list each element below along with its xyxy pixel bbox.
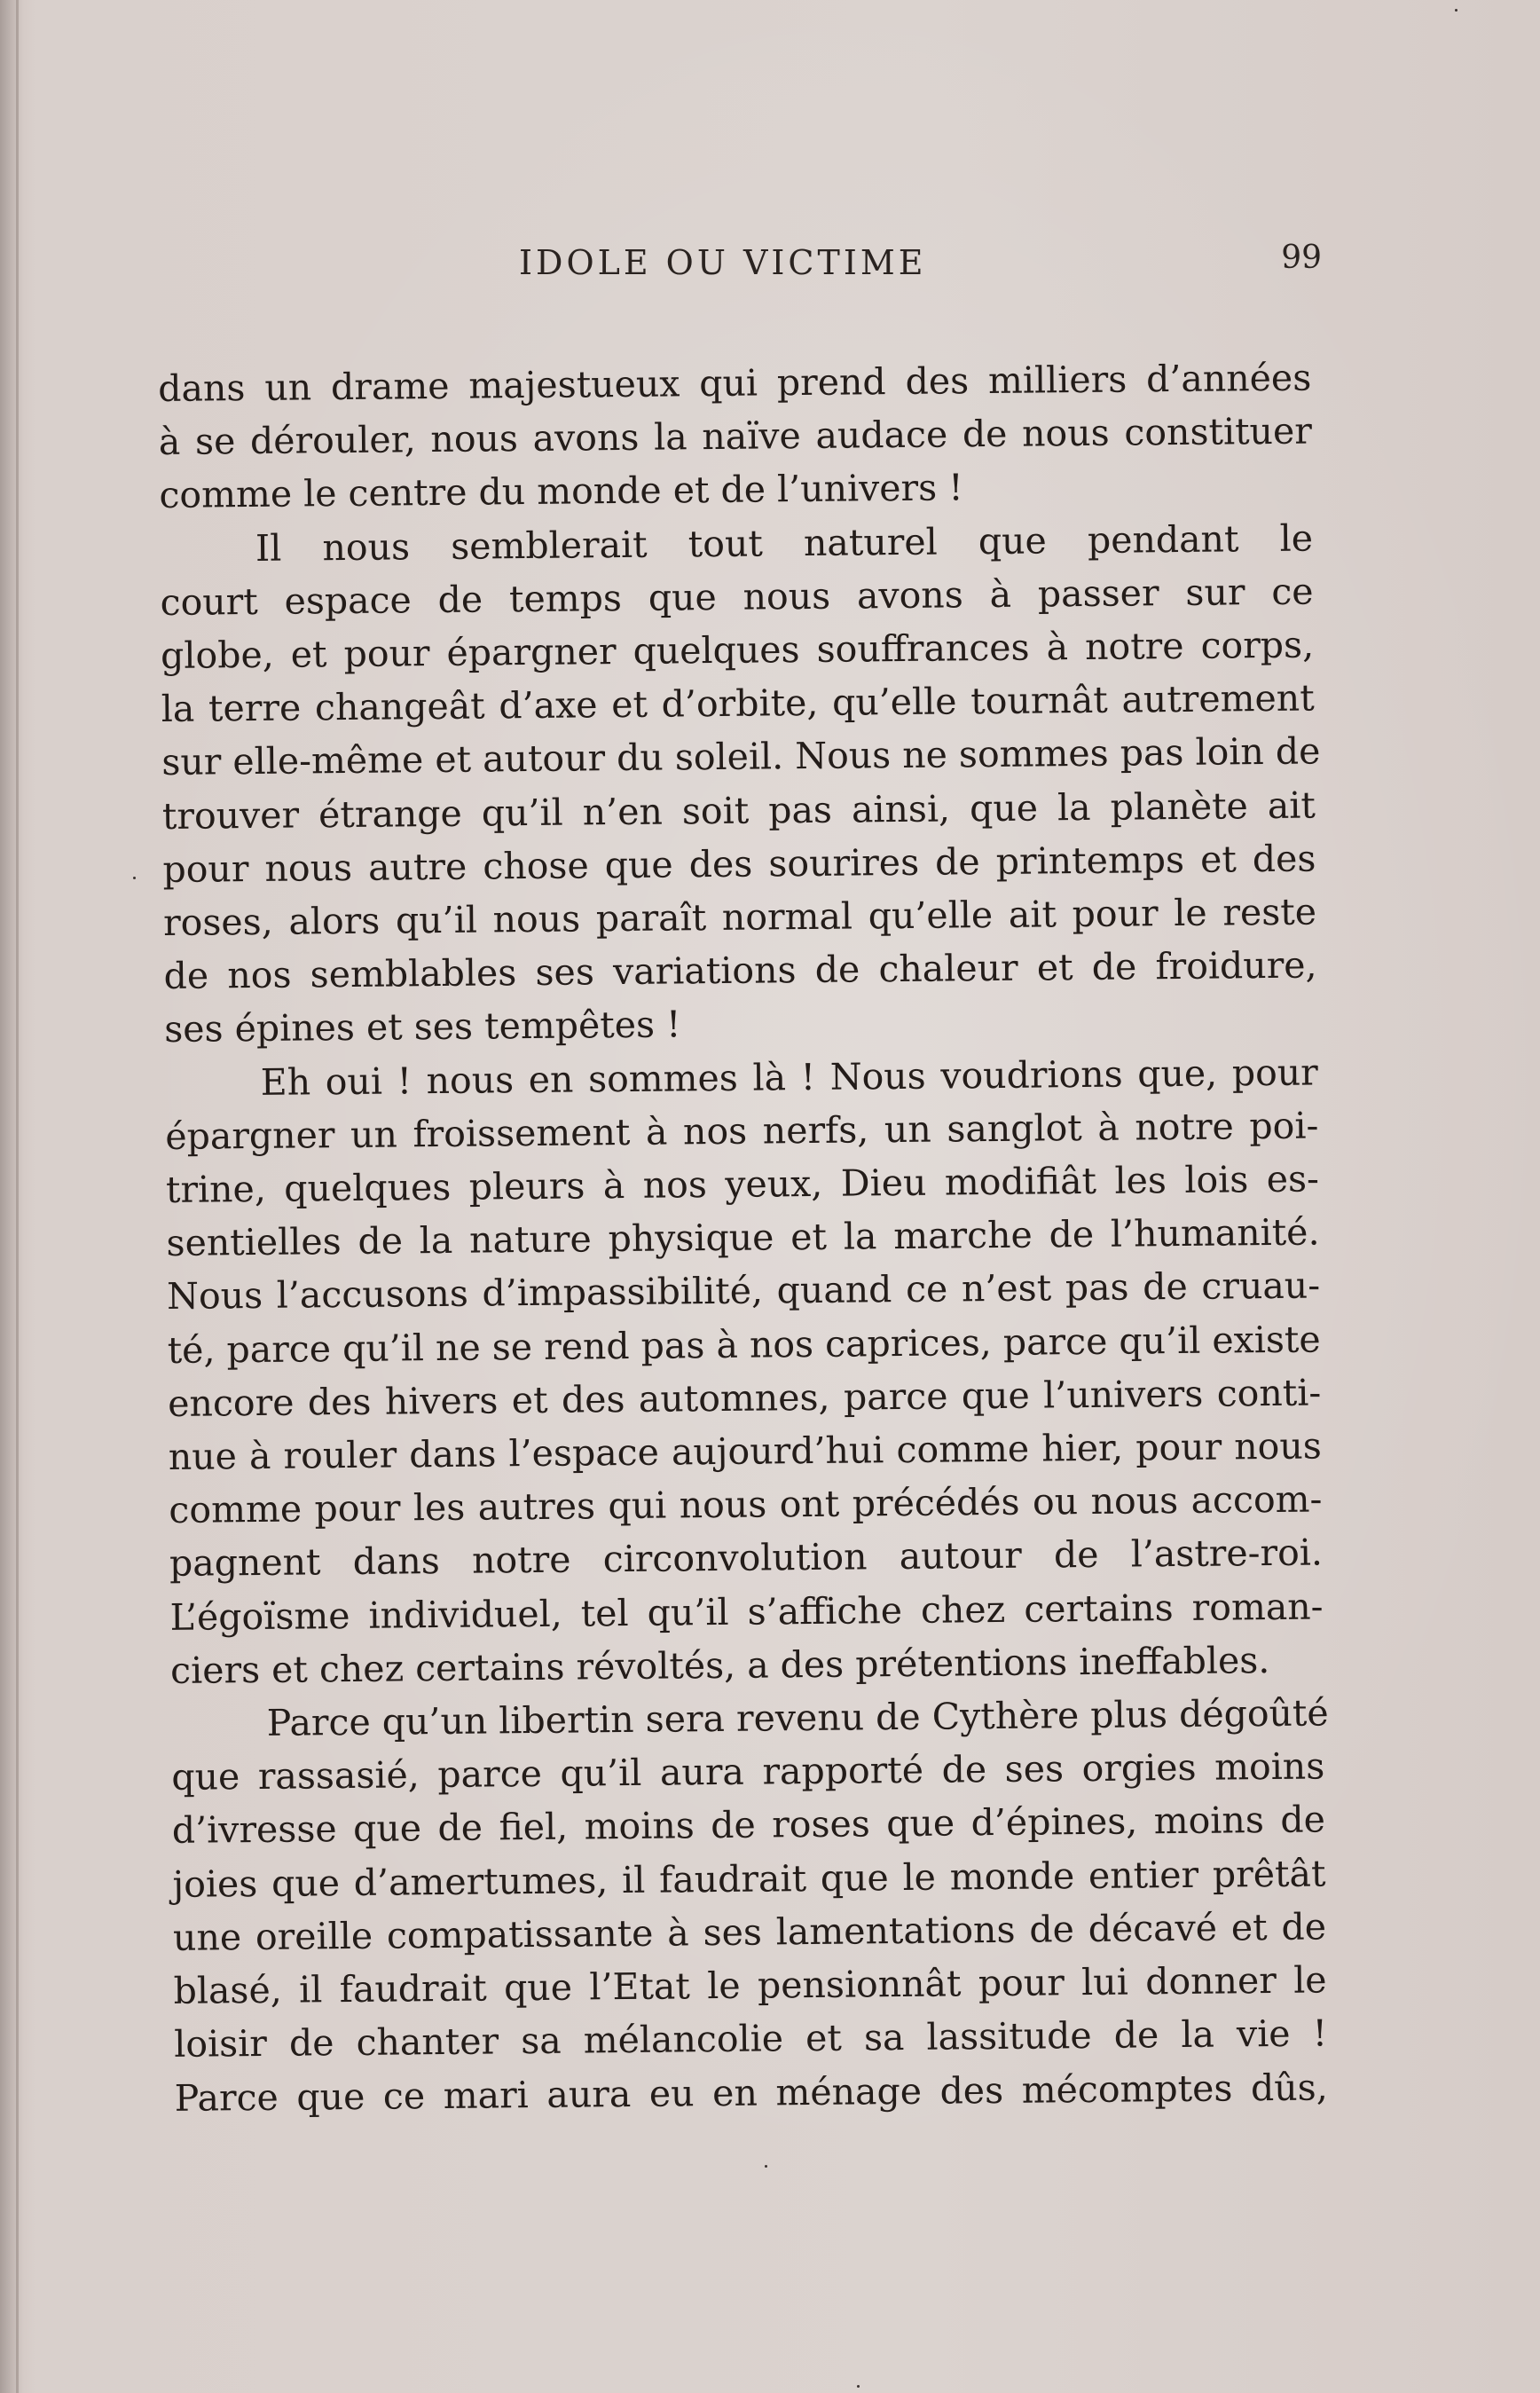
- ink-speck: [133, 877, 136, 879]
- text-line: L’égoïsme individuel, tel qu’il s’affiche chez certains roman-: [169, 1585, 1324, 1639]
- ink-speck: [857, 2385, 860, 2388]
- page-number: 99: [1281, 240, 1322, 276]
- page-gutter: [16, 0, 19, 2393]
- text-line: Eh oui ! nous en sommes là ! Nous voudrions que, pour: [260, 1051, 1318, 1104]
- text-line: ciers et chez certains révoltés, a des prétentions ineffables.: [169, 1638, 1270, 1692]
- text-line: nue à rouler dans l’espace aujourd’hui comme hier, pour nous: [168, 1424, 1323, 1479]
- text-line: ses épines et ses tempêtes !: [163, 1003, 681, 1051]
- text-line: roses, alors qu’il nous paraît normal qu’elle ait pour le reste: [162, 890, 1317, 945]
- text-line: té, parce qu’il ne se rend pas à nos caprices, parce qu’il existe: [167, 1318, 1321, 1372]
- text-line: épargner un froissement à nos nerfs, un sanglot à notre poi-: [165, 1104, 1319, 1158]
- text-line: Nous l’accusons d’impassibilité, quand ce n’est pas de cruau-: [166, 1263, 1321, 1319]
- running-title: IDOLE OU VICTIME: [519, 243, 927, 282]
- text-line: trine, quelques pleurs à nos yeux, Dieu modifiât les lois es-: [165, 1157, 1320, 1212]
- ink-speck: [765, 2165, 767, 2168]
- text-line: pour nous autre chose que des sourires de printemps et des: [162, 837, 1316, 891]
- text-line: pagnent dans notre circonvolution autour de l’astre-roi.: [169, 1531, 1324, 1586]
- text-line: que rassasié, parce qu’il aura rapporté de ses orgies moins: [171, 1744, 1325, 1799]
- text-line: une oreille compatissante à ses lamentations de décavé et de: [172, 1905, 1327, 1959]
- text-line: dans un drame majestueux qui prend des milliers d’années: [158, 356, 1312, 410]
- text-line: à se dérouler, nous avons la naïve audace de nous constituer: [158, 409, 1313, 464]
- text-line: court espace de temps que nous avons à passer sur ce: [160, 570, 1314, 624]
- text-line: la terre changeât d’axe et d’orbite, qu’elle tournât autrement: [161, 676, 1315, 731]
- text-line: d’ivresse que de fiel, moins de roses que d’épines, moins de: [171, 1798, 1326, 1853]
- running-head: [151, 240, 1322, 293]
- text-line: comme le centre du monde et de l’univers !: [159, 466, 963, 517]
- text-line: de nos semblables ses variations de chaleur et de froidure,: [163, 943, 1317, 998]
- text-line: sentielles de la nature physique et la marche de l’humanité.: [166, 1210, 1320, 1265]
- text-line: joies que d’amertumes, il faudrait que le monde entier prêtât: [172, 1852, 1326, 1906]
- text-line: trouver étrange qu’il n’en soit pas ainsi, que la planète ait: [161, 783, 1316, 838]
- text-line: blasé, il faudrait que l’Etat le pensionnât pour lui donner le: [173, 1958, 1327, 2013]
- text-line: Parce qu’un libertin sera revenu de Cythère plus dégoûté: [266, 1691, 1329, 1744]
- text-line: encore des hivers et des automnes, parce que l’univers conti-: [168, 1371, 1322, 1425]
- text-line: comme pour les autres qui nous ont précédés ou nous accom-: [169, 1477, 1323, 1532]
- ink-speck: [1455, 9, 1458, 12]
- text-line: loisir de chanter sa mélancolie et sa lassitude de la vie !: [173, 2011, 1328, 2066]
- text-line: globe, et pour épargner quelques souffrances à notre corps,: [160, 623, 1315, 677]
- text-line: Il nous semblerait tout naturel que pendant le: [255, 516, 1314, 570]
- body-text: [158, 351, 1328, 2125]
- text-line: sur elle-même et autour du soleil. Nous ne sommes pas loin de: [161, 729, 1321, 784]
- text-line: Parce que ce mari aura eu en ménage des mécomptes dûs,: [174, 2065, 1328, 2120]
